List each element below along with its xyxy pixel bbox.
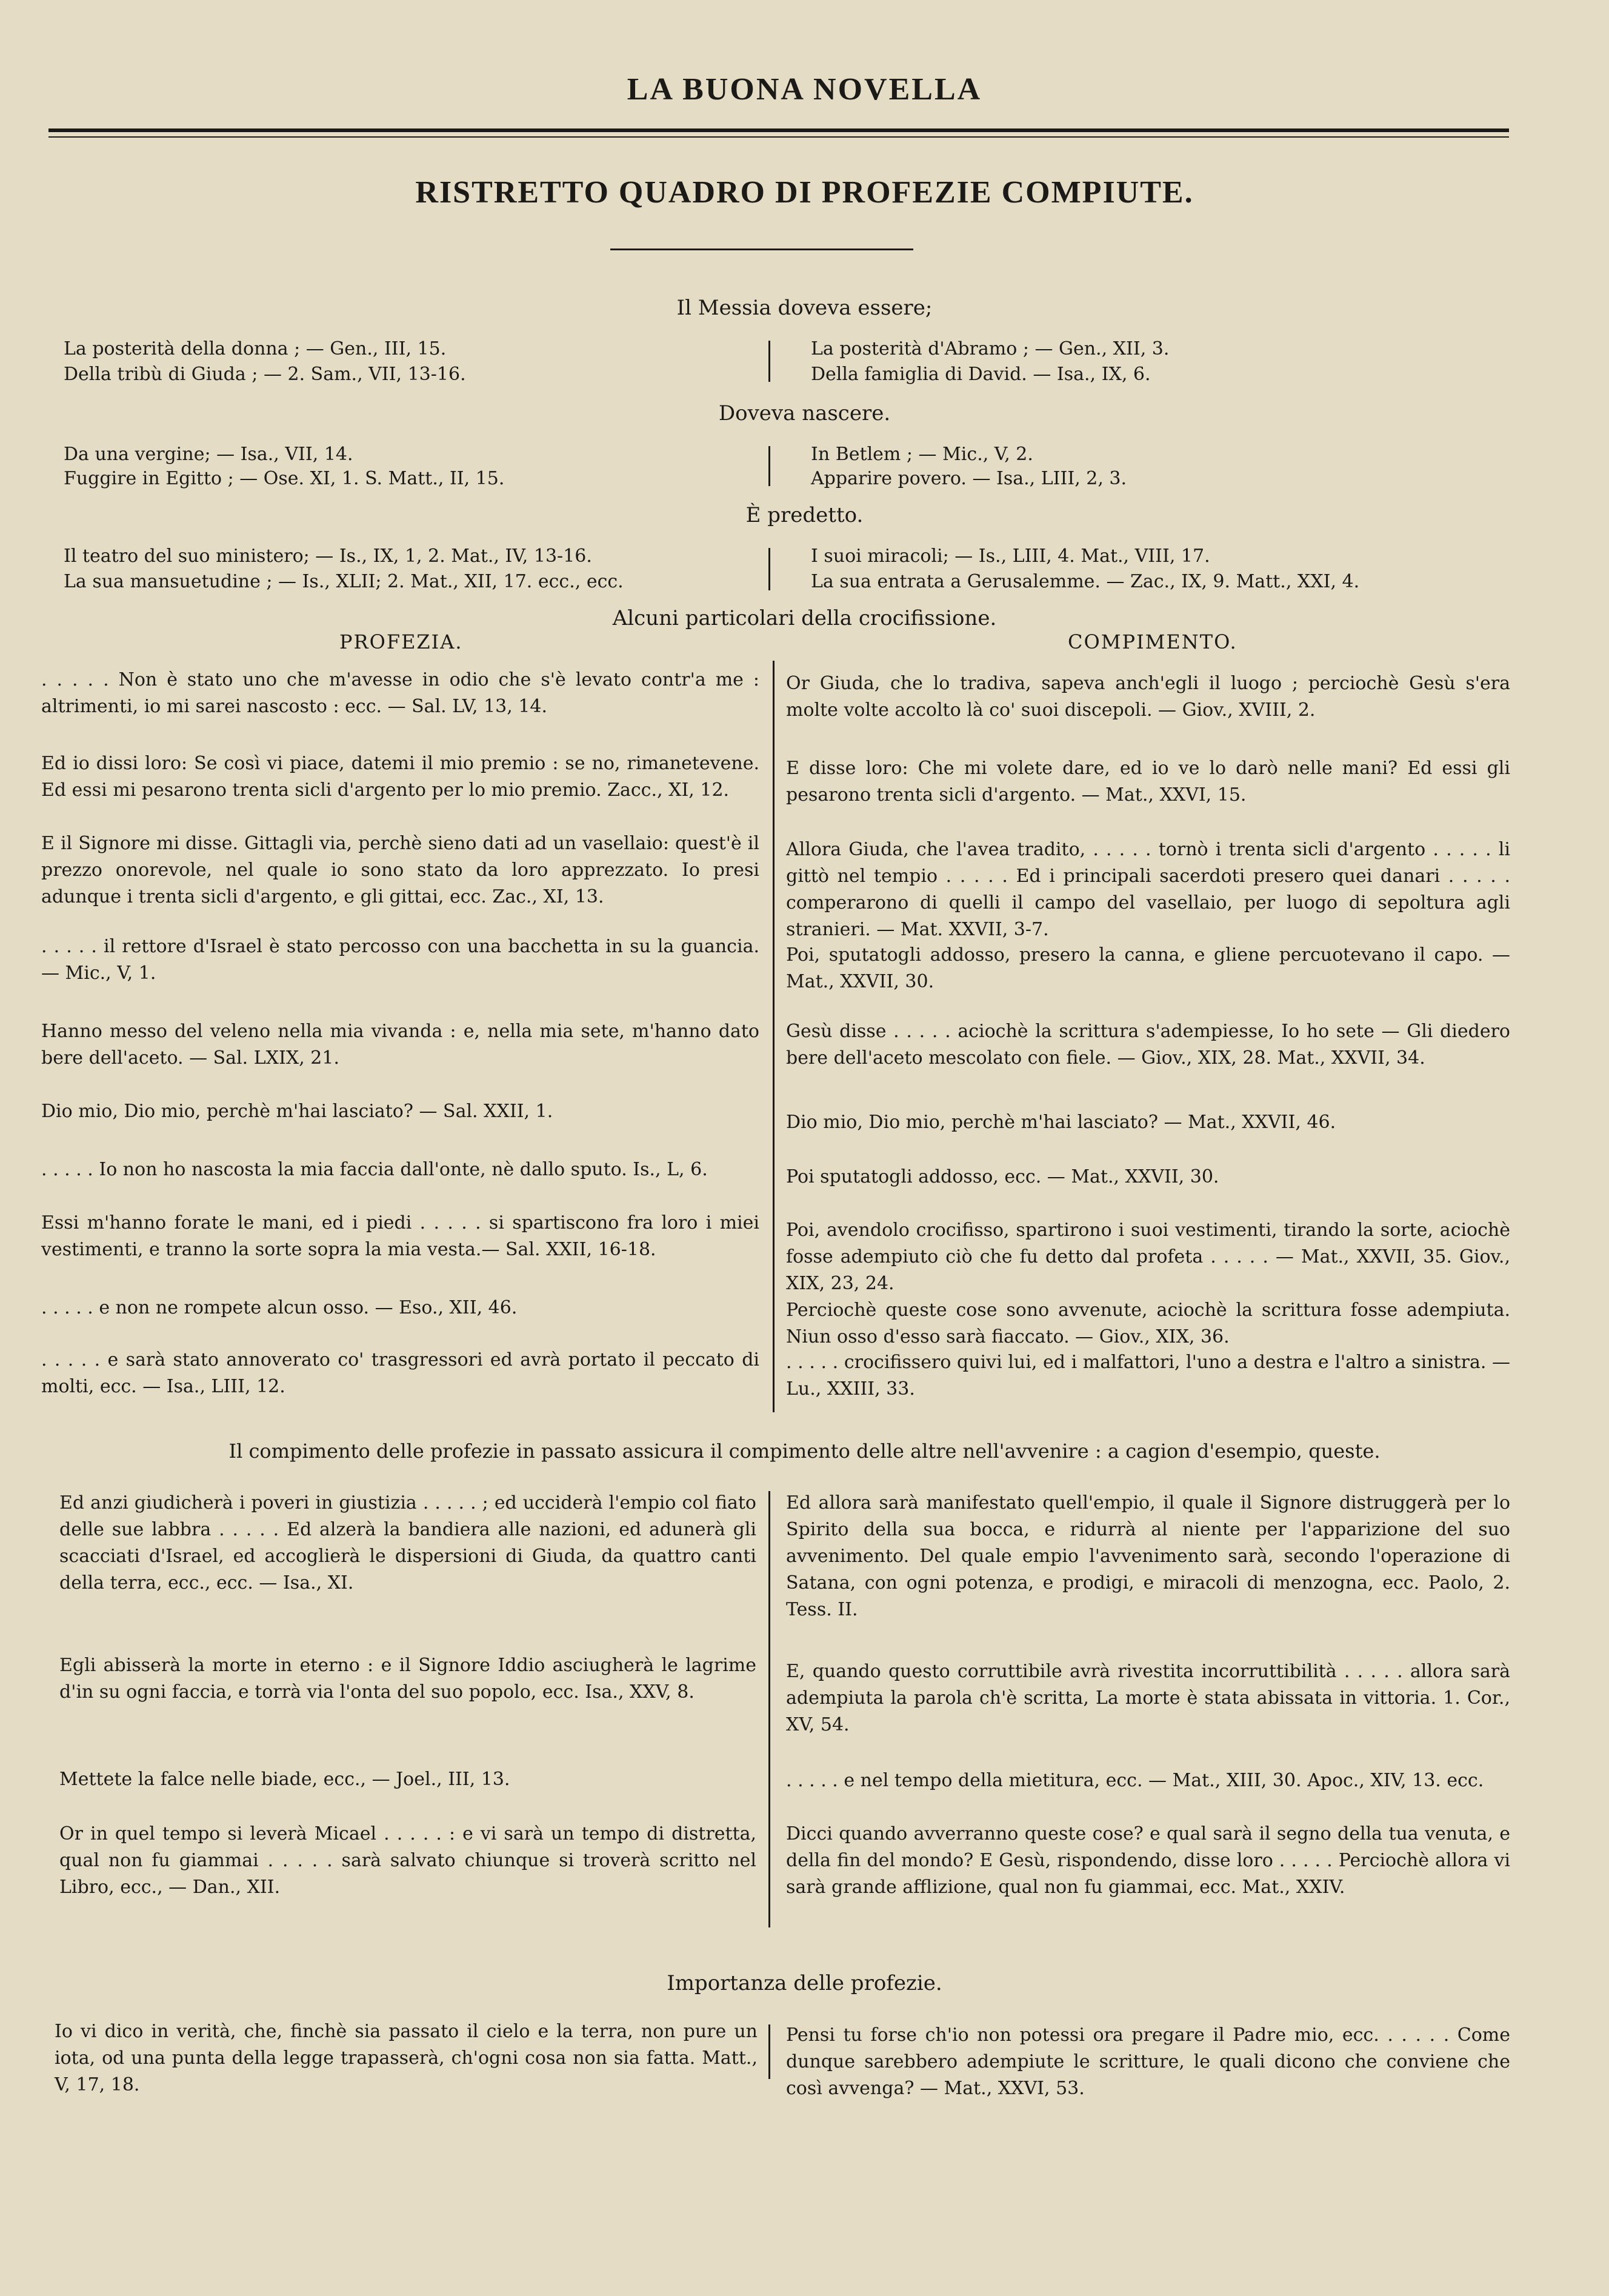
title-rule xyxy=(610,249,913,250)
fulfilment-text: Allora Giuda, che l'avea tradito, . . . . . tornò i trenta sicli d'argento . . . . . li gittò nel tempio . . . . . Ed i principali sacerdoti presero quei danari . . . . . comperarono di quelli il campo del vasellaio, per luogo di sepoltura agli stranieri. — Mat. XXVII, 3-7. xyxy=(786,839,1510,940)
column-divider xyxy=(773,661,775,1412)
page-title: RISTRETTO QUADRO DI PROFEZIE COMPIUTE. xyxy=(415,175,1194,210)
importance-right: Pensi tu forse ch'io non potessi ora pregare il Padre mio, ecc. . . . . . Come dunque sarebbero adempiute le scritture, le quali dicono che conviene che così avvenga? — Mat., XXVI, 53. xyxy=(786,2024,1510,2099)
future-heading: Il compimento delle profezie in passato assicura il compimento delle altre nell'avvenire : a cagion d'esempio, queste. xyxy=(228,1440,1381,1463)
importance-left: Io vi dico in verità, che, finchè sia passato il cielo e la terra, non pure un iota, od una punta della legge trapasserà, ch'ogni cosa non sia fatta. Matt., V, 17, 18. xyxy=(55,2021,758,2095)
column-divider xyxy=(768,1491,770,1927)
sec1-right-line: La posterità d'Abramo ; — Gen., XII, 3. xyxy=(811,338,1170,359)
fulfilment-text: Poi sputatogli addosso, ecc. — Mat., XXVII, 30. xyxy=(786,1166,1219,1187)
sec3-left-line: Il teatro del suo ministero; — Is., IX, 1, 2. Mat., IV, 13-16. xyxy=(64,546,592,567)
sec2-right-line: Apparire povero. — Isa., LIII, 2, 3. xyxy=(811,468,1127,489)
future-prophecy: Mettete la falce nelle biade, ecc., — Joel., III, 13. xyxy=(59,1769,510,1790)
prophecy-text: Essi m'hanno forate le mani, ed i piedi . . . . . si spartiscono fra loro i miei vestimenti, e tranno la sorte sopra la mia vesta.— Sal. XXII, 16-18. xyxy=(41,1212,759,1260)
future-prophecy: Ed anzi giudicherà i poveri in giustizia . . . . . ; ed ucciderà l'empio col fiato delle sue labbra . . . . . Ed alzerà la bandiera alle nazioni, ed adunerà gli scacciati d'Israel, ed accoglierà le dispersioni di Giuda, da quattro canti della terra, ecc., ecc. — Isa., XI. xyxy=(59,1492,756,1594)
fulfilment-text: Poi, sputatogli addosso, presero la canna, e gliene percuotevano il capo. — Mat., XXVII, 30. xyxy=(786,944,1510,992)
future-prophecy: Egli abisserà la morte in eterno : e il Signore Iddio asciugherà le lagrime d'in su ogni faccia, e torrà via l'onta del suo popolo, ecc. Isa., XXV, 8. xyxy=(59,1655,756,1703)
sec1-heading: Il Messia doveva essere; xyxy=(676,296,933,320)
fulfilment-text: Perciochè queste cose sono avvenute, aciochè la scrittura fosse adempiuta. Niun osso d'esso sarà fiaccato. — Giov., XIX, 36. xyxy=(786,1300,1510,1347)
profezia-header: PROFEZIA. xyxy=(339,630,463,653)
masthead-rule xyxy=(48,128,1509,132)
sec2-left-line: Da una vergine; — Isa., VII, 14. xyxy=(64,444,353,465)
sec3-right-line: I suoi miracoli; — Is., LIII, 4. Mat., VIII, 17. xyxy=(811,546,1210,567)
column-divider xyxy=(768,548,770,590)
prophecy-text: Dio mio, Dio mio, perchè m'hai lasciato? — Sal. XXII, 1. xyxy=(41,1101,553,1122)
sec1-right-line: Della famiglia di David. — Isa., IX, 6. xyxy=(811,364,1151,385)
prophecy-text: . . . . . il rettore d'Israel è stato percosso con una bacchetta in su la guancia. — Mic., V, 1. xyxy=(41,936,759,984)
masthead: LA BUONA NOVELLA xyxy=(627,72,982,107)
column-divider xyxy=(768,446,770,486)
prophecy-text: Ed io dissi loro: Se così vi piace, datemi il mio premio : se no, rimanetevene. Ed essi mi pesarono trenta sicli d'argento per lo mio premio. Zacc., XI, 12. xyxy=(41,753,759,801)
masthead-rule-thin xyxy=(48,136,1509,138)
prophecy-text: . . . . . Non è stato uno che m'avesse in odio che s'è levato contr'a me : altrimenti, io mi sarei nascosto : ecc. — Sal. LV, 13, 14. xyxy=(41,669,759,717)
fulfilment-text: . . . . . crocifissero quivi lui, ed i malfattori, l'uno a destra e l'altro a sinistra. — Lu., XXIII, 33. xyxy=(786,1352,1510,1400)
compimento-header: COMPIMENTO. xyxy=(1068,630,1238,653)
crucifixion-heading: Alcuni particolari della crocifissione. xyxy=(612,606,997,630)
sec1-left-line: Della tribù di Giuda ; — 2. Sam., VII, 13-16. xyxy=(64,364,466,385)
fulfilment-text: Or Giuda, che lo tradiva, sapeva anch'egli il luogo ; perciochè Gesù s'era molte volte accolto là co' suoi discepoli. — Giov., XVIII, 2. xyxy=(786,673,1510,721)
prophecy-text: . . . . . e sarà stato annoverato co' trasgressori ed avrà portato il peccato di molti, ecc. — Isa., LIII, 12. xyxy=(41,1349,759,1397)
future-fulfilment: E, quando questo corruttibile avrà rivestita incorruttibilità . . . . . allora sarà adempiuta la parola ch'è scritta, La morte è stata abissata in vittoria. 1. Cor., XV, 54. xyxy=(786,1661,1510,1735)
future-fulfilment: Ed allora sarà manifestato quell'empio, il quale il Signore distruggerà per lo Spirito della sua bocca, e ridurrà al niente per l'apparizione del suo avvenimento. Del quale empio l'avvenimento sarà, secondo l'operazione di Satana, con ogni potenza, e prodigi, e miracoli di menzogna, ecc. Paolo, 2. Tess. II. xyxy=(786,1492,1510,1620)
column-divider xyxy=(768,2024,770,2079)
fulfilment-text: Gesù disse . . . . . aciochè la scrittura s'adempiesse, Io ho sete — Gli diedero bere dell'aceto mescolato con fiele. — Giov., XIX, 28. Mat., XXVII, 34. xyxy=(786,1021,1510,1069)
prophecy-text: . . . . . e non ne rompete alcun osso. — Eso., XII, 46. xyxy=(41,1297,518,1318)
sec3-right-line: La sua entrata a Gerusalemme. — Zac., IX, 9. Matt., XXI, 4. xyxy=(811,571,1360,592)
fulfilment-text: Dio mio, Dio mio, perchè m'hai lasciato? — Mat., XXVII, 46. xyxy=(786,1112,1336,1133)
fulfilment-text: E disse loro: Che mi volete dare, ed io ve lo darò nelle mani? Ed essi gli pesarono trenta sicli d'argento. — Mat., XXVI, 15. xyxy=(786,758,1510,806)
column-divider xyxy=(768,341,770,382)
sec2-heading: Doveva nascere. xyxy=(718,401,891,425)
prophecy-text: Hanno messo del veleno nella mia vivanda : e, nella mia sete, m'hanno dato bere dell'aceto. — Sal. LXIX, 21. xyxy=(41,1021,759,1069)
future-prophecy: Or in quel tempo si leverà Micael . . . . . : e vi sarà un tempo di distretta, qual non fu giammai . . . . . sarà salvato chiunque si troverà scritto nel Libro, ecc., — Dan., XII. xyxy=(59,1823,756,1898)
fulfilment-text: Poi, avendolo crocifisso, spartirono i suoi vestimenti, tirando la sorte, aciochè fosse adempiuto ciò che fu detto dal profeta . . . . . — Mat., XXVII, 35. Giov., XIX, 23, 24. xyxy=(786,1220,1510,1294)
sec2-left-line: Fuggire in Egitto ; — Ose. XI, 1. S. Matt., II, 15. xyxy=(64,468,505,489)
prophecy-text: . . . . . Io non ho nascosta la mia faccia dall'onte, nè dallo sputo. Is., L, 6. xyxy=(41,1159,708,1180)
importance-heading: Importanza delle profezie. xyxy=(667,1971,942,1995)
future-fulfilment: Dicci quando avverranno queste cose? e qual sarà il segno della tua venuta, e della fin del mondo? E Gesù, rispondendo, disse loro . . . . . Perciochè allora vi sarà grande afflizione, qual non fu giammai, ecc. Mat., XXIV. xyxy=(786,1823,1510,1898)
sec3-left-line: La sua mansuetudine ; — Is., XLII; 2. Mat., XII, 17. ecc., ecc. xyxy=(64,571,624,592)
sec1-left-line: La posterità della donna ; — Gen., III, 15. xyxy=(64,338,447,359)
sec3-heading: È predetto. xyxy=(745,503,864,527)
future-fulfilment: . . . . . e nel tempo della mietitura, ecc. — Mat., XIII, 30. Apoc., XIV, 13. ecc. xyxy=(786,1770,1484,1791)
sec2-right-line: In Betlem ; — Mic., V, 2. xyxy=(811,444,1033,465)
prophecy-text: E il Signore mi disse. Gittagli via, perchè sieno dati ad un vasellaio: quest'è il prezzo onorevole, nel quale io sono stato da loro apprezzato. Io presi adunque i trenta sicli d'argento, e gli gittai, ecc. Zac., XI, 13. xyxy=(41,833,759,907)
